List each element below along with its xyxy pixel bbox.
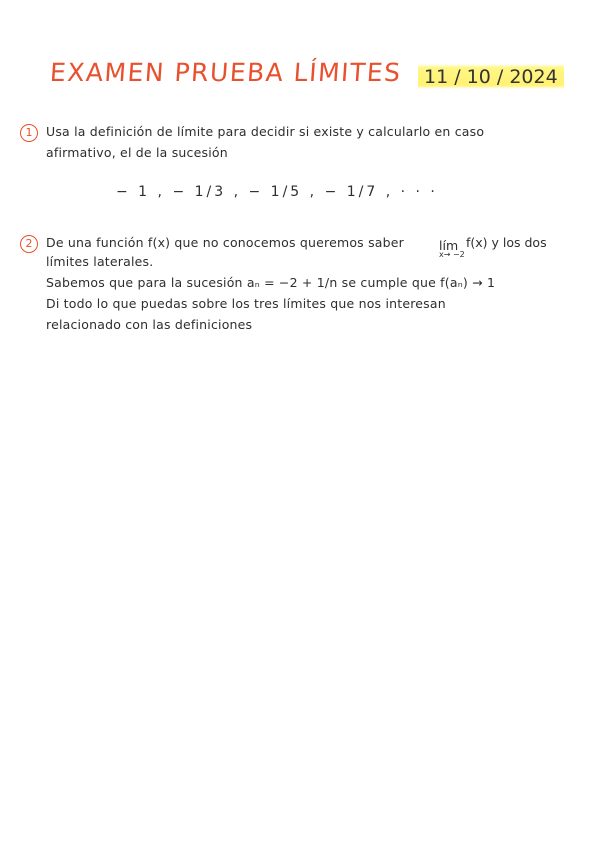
exercise-2-line-1-tail: f(x) y los dos: [466, 235, 547, 250]
limit-subscript: x→ −2: [439, 250, 465, 259]
exercise-1-sequence: − 1 , − 1/3 , − 1/5 , − 1/7 , · · ·: [116, 184, 438, 200]
exercise-2-line-4: Di todo lo que puedas sobre los tres límites que nos interesan: [46, 296, 446, 311]
exercise-2-line-3: Sabemos que para la sucesión aₙ = −2 + 1/n se cumple que f(aₙ) → 1: [46, 275, 496, 290]
limit-expression: [439, 235, 465, 259]
exercise-2-number: 2: [20, 235, 38, 253]
limit-word: lím: [439, 238, 459, 253]
exercise-1-line-1: Usa la definición de límite para decidir si existe y calcularlo en caso: [46, 124, 485, 139]
exercise-2-line-2: límites laterales.: [46, 254, 154, 269]
exercise-1-number: 1: [20, 124, 38, 142]
exercise-1-line-2: afirmativo, el de la sucesión: [46, 145, 228, 160]
exam-title: EXAMEN PRUEBA LÍMITES: [48, 58, 403, 87]
exam-date: 11 / 10 / 2024: [418, 64, 564, 89]
exercise-2-line-5: relacionado con las definiciones: [46, 317, 253, 332]
exercise-2-line-1: De una función f(x) que no conocemos queremos saber: [46, 235, 405, 250]
